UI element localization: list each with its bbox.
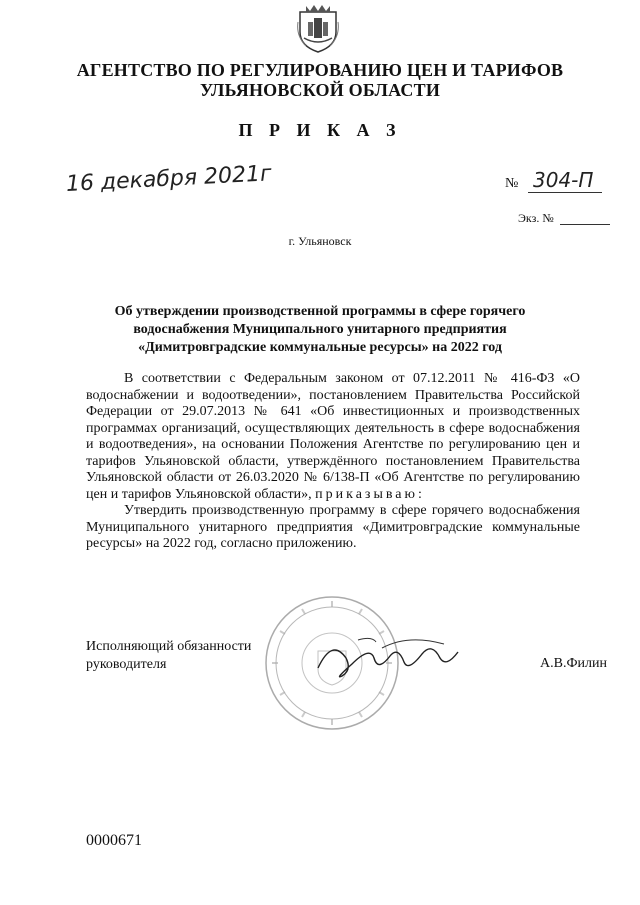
body-paragraph-decision: Утвердить производственную программу в сфере горячего водоснабжения Муниципального унитарного предприятия «Димитровградские коммунальные ресурсы» на 2022 год, согласно приложению. (86, 503, 580, 551)
position-line-1: Исполняющий обязанности (86, 639, 252, 654)
document-title: П Р И К А З (238, 120, 402, 140)
coat-of-arms-icon (296, 2, 340, 54)
agency-name-line2: УЛЬЯНОВСКОЙ ОБЛАСТИ (199, 80, 441, 100)
subject-line-1: Об утверждении производственной программы в сфере горячего (114, 304, 526, 319)
agency-name-line1: АГЕНТСТВО ПО РЕГУЛИРОВАНИЮ ЦЕН И ТАРИФОВ (76, 60, 564, 80)
signatory-name: А.В.Филин (540, 656, 607, 671)
subject-line-2: водоснабжения Муниципального унитарного предприятия (133, 322, 507, 337)
document-body (86, 371, 580, 553)
copy-number-label: Экз. № (518, 211, 554, 225)
handwritten-number: 304-П (533, 168, 594, 192)
city: г. Ульяновск (288, 234, 352, 248)
position-line-2: руководителя (86, 657, 167, 672)
signatory-position (86, 638, 251, 674)
document-serial-number: 0000671 (86, 832, 142, 849)
body-paragraph-basis (86, 371, 580, 503)
copy-number-blank (560, 224, 610, 225)
handwritten-date: 16 декабря 2021г (65, 161, 273, 197)
basis-text: В соответствии с Федеральным законом от 07.12.2011 № 416-ФЗ «О водоснабжении и водоотведении», постановлением Правительства Российской Федерации от 29.07.2013 № 641 «Об инвестиционных и производственных программах организаций, осуществляющих деятельность в сфере водоснабжения и водоотведения», на основании Положения Агентстве по регулированию цен и тарифов Ульяновской области, утверждённого постановлением Правительства Ульяновской области от 26.03.2020 № 6/138-П «Об Агентстве по регулированию цен и тарифов Ульяновской области», (86, 371, 580, 502)
order-word: приказываю: (315, 486, 425, 502)
subject-line-3: «Димитровградские коммунальные ресурсы» на 2022 год (138, 340, 502, 355)
number-label: № (505, 176, 519, 191)
handwritten-signature-icon (312, 628, 462, 688)
number-underline (528, 192, 602, 193)
document-subject (110, 303, 530, 357)
